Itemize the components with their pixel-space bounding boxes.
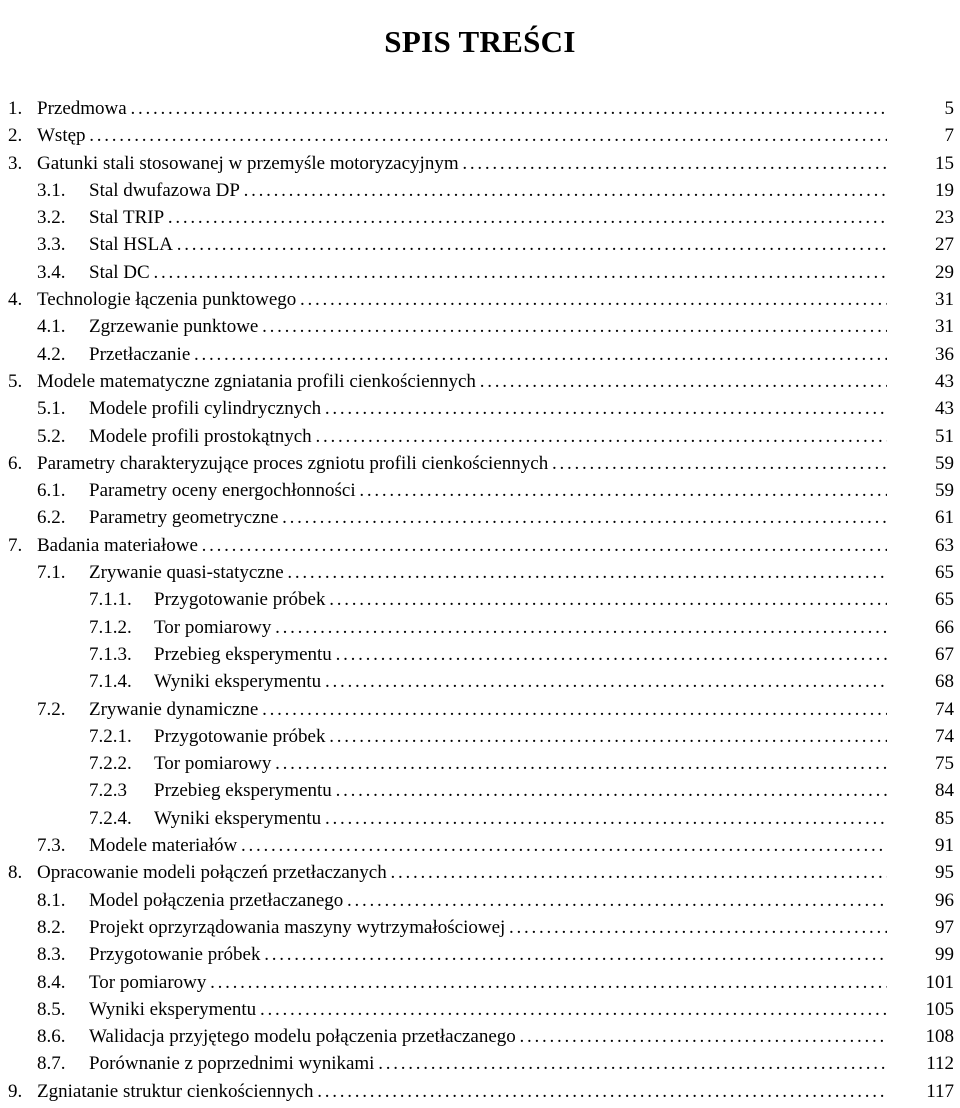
toc-entry-title: Wstęp . . . <box>37 122 887 149</box>
toc-entry <box>0 723 960 750</box>
toc-entry-page-number: 101 <box>925 971 954 993</box>
toc-entry-number: 5. <box>8 370 23 392</box>
toc-entry-number: 8.1. <box>37 889 66 911</box>
toc-entry-title: Stal HSLA . . . <box>89 231 887 258</box>
toc-entry-number: 7.2.1. <box>89 725 132 747</box>
toc-entry-page-number: 59 <box>935 480 954 502</box>
toc-entry-title: Przebieg eksperymentu . . . <box>154 777 887 804</box>
toc-entry-number: 8.3. <box>37 944 66 966</box>
toc-entry-page-number: 74 <box>935 698 954 720</box>
toc-entry-page-number: 7 <box>944 125 954 147</box>
toc-entry <box>0 832 960 859</box>
toc-entry <box>0 286 960 313</box>
toc-entry-number: 4.2. <box>37 343 66 365</box>
toc-entry-number: 6.1. <box>37 480 66 502</box>
toc-entry-page-number: 36 <box>935 343 954 365</box>
toc-entry <box>0 122 960 149</box>
toc-entry-number: 7.2. <box>37 698 66 720</box>
toc-entry-title: Przygotowanie próbek . . . <box>154 723 887 750</box>
toc-entry-page-number: 61 <box>935 507 954 529</box>
toc-entry <box>0 368 960 395</box>
toc-entry-title: Modele matematyczne zgniatania profili cienkościennych . . . <box>37 368 887 395</box>
toc-entry-number: 6.2. <box>37 507 66 529</box>
toc-entry-page-number: 59 <box>935 452 954 474</box>
toc-entry-number: 5.1. <box>37 398 66 420</box>
toc-entry <box>0 941 960 968</box>
toc-entry-page-number: 66 <box>935 616 954 638</box>
toc-entry <box>0 887 960 914</box>
toc-entry-title: Parametry geometryczne . . . <box>89 504 887 531</box>
toc-entry-title: Model połączenia przetłaczanego . . . <box>89 887 887 914</box>
toc-entry <box>0 177 960 204</box>
toc-entry <box>0 777 960 804</box>
toc-entry-number: 3.1. <box>37 179 66 201</box>
toc-entry-page-number: 23 <box>935 207 954 229</box>
toc-entry-title: Porównanie z poprzednimi wynikami . . . <box>89 1050 887 1077</box>
toc-entry-title: Technologie łączenia punktowego . . . <box>37 286 887 313</box>
toc-entry-number: 3. <box>8 152 23 174</box>
toc-entry-number: 8.2. <box>37 916 66 938</box>
toc-entry-page-number: 84 <box>935 780 954 802</box>
toc-entry-title: Parametry charakteryzujące proces zgniotu profili cienkościennych . . . <box>37 450 887 477</box>
toc-entry-title: Modele profili prostokątnych . . . <box>89 423 887 450</box>
toc-entry-title: Parametry oceny energochłonności . . . <box>89 477 887 504</box>
toc-entry-page-number: 112 <box>926 1053 954 1075</box>
toc-entry-number: 7. <box>8 534 23 556</box>
toc-entry-page-number: 5 <box>944 98 954 119</box>
toc-entry <box>0 313 960 340</box>
toc-entry-title: Modele profili cylindrycznych . . . <box>89 395 887 422</box>
toc-entry <box>0 450 960 477</box>
toc-entry-page-number: 99 <box>935 944 954 966</box>
toc-entry-page-number: 29 <box>935 261 954 283</box>
toc-entry <box>0 504 960 531</box>
toc-entry-page-number: 31 <box>935 316 954 338</box>
toc-entry-page-number: 43 <box>935 370 954 392</box>
toc-entry-number: 4.1. <box>37 316 66 338</box>
toc-entry-number: 7.1. <box>37 562 66 584</box>
toc-entry-page-number: 65 <box>935 589 954 611</box>
toc-entry-title: Przygotowanie próbek . . . <box>154 586 887 613</box>
toc-entry-title: Badania materiałowe . . . <box>37 532 887 559</box>
toc-entry-title: Przetłaczanie . . . <box>89 341 887 368</box>
toc-entry-number: 6. <box>8 452 23 474</box>
toc-entry <box>0 559 960 586</box>
toc-entry-number: 7.3. <box>37 835 66 857</box>
toc-entry <box>0 996 960 1023</box>
toc-entry-page-number: 67 <box>935 643 954 665</box>
toc-entry-number: 3.2. <box>37 207 66 229</box>
toc-entry-title: Stal dwufazowa DP . . . <box>89 177 887 204</box>
toc-entry <box>0 696 960 723</box>
toc-entry-page-number: 65 <box>935 562 954 584</box>
toc-entry-number: 9. <box>8 1080 23 1102</box>
toc-entry <box>0 859 960 886</box>
toc-entry-page-number: 96 <box>935 889 954 911</box>
toc-entry-page-number: 91 <box>935 835 954 857</box>
toc-entry-number: 8.7. <box>37 1053 66 1075</box>
toc-entry-page-number: 19 <box>935 179 954 201</box>
toc-entry-title: Stal TRIP . . . <box>89 204 887 231</box>
toc-entry <box>0 477 960 504</box>
table-of-contents <box>0 95 960 1105</box>
toc-entry-title: Przedmowa . . . <box>37 95 887 122</box>
toc-entry-page-number: 85 <box>935 807 954 829</box>
toc-entry-number: 2. <box>8 125 23 147</box>
toc-entry-page-number: 105 <box>925 998 954 1020</box>
toc-entry <box>0 150 960 177</box>
toc-entry-number: 3.4. <box>37 261 66 283</box>
toc-entry-page-number: 95 <box>935 862 954 884</box>
toc-entry <box>0 395 960 422</box>
toc-entry <box>0 750 960 777</box>
toc-entry <box>0 341 960 368</box>
toc-entry <box>0 259 960 286</box>
toc-entry <box>0 641 960 668</box>
toc-entry <box>0 95 960 122</box>
toc-entry-title: Opracowanie modeli połączeń przetłaczanych . . . <box>37 859 887 886</box>
toc-entry-number: 7.2.4. <box>89 807 132 829</box>
toc-entry <box>0 204 960 231</box>
toc-entry-title: Przebieg eksperymentu . . . <box>154 641 887 668</box>
toc-entry-page-number: 75 <box>935 753 954 775</box>
toc-entry-page-number: 117 <box>926 1080 954 1102</box>
toc-entry-page-number: 51 <box>935 425 954 447</box>
toc-entry-number: 1. <box>8 98 23 119</box>
toc-entry-title: Zgniatanie struktur cienkościennych . . . <box>37 1078 887 1105</box>
toc-entry-title: Tor pomiarowy . . . <box>154 614 887 641</box>
toc-entry <box>0 914 960 941</box>
toc-entry <box>0 1050 960 1077</box>
toc-entry <box>0 668 960 695</box>
toc-entry <box>0 805 960 832</box>
toc-entry-number: 8.6. <box>37 1026 66 1048</box>
toc-entry-page-number: 74 <box>935 725 954 747</box>
toc-entry <box>0 423 960 450</box>
toc-entry-title: Walidacja przyjętego modelu połączenia przetłaczanego . . . <box>89 1023 887 1050</box>
toc-entry-number: 8. <box>8 862 23 884</box>
toc-entry <box>0 1078 960 1105</box>
toc-entry-page-number: 108 <box>925 1026 954 1048</box>
toc-entry-title: Wyniki eksperymentu . . . <box>154 805 887 832</box>
toc-entry <box>0 532 960 559</box>
toc-entry-title: Gatunki stali stosowanej w przemyśle motoryzacyjnym . . . <box>37 150 887 177</box>
toc-entry-page-number: 97 <box>935 916 954 938</box>
toc-entry-title: Tor pomiarowy . . . <box>89 969 887 996</box>
toc-entry-number: 5.2. <box>37 425 66 447</box>
toc-entry <box>0 231 960 258</box>
toc-entry-number: 8.5. <box>37 998 66 1020</box>
toc-entry <box>0 586 960 613</box>
toc-entry-title: Modele materiałów . . . <box>89 832 887 859</box>
toc-entry-page-number: 43 <box>935 398 954 420</box>
toc-entry-number: 7.1.4. <box>89 671 132 693</box>
toc-entry-title: Zrywanie quasi-statyczne . . . <box>89 559 887 586</box>
toc-entry-page-number: 15 <box>935 152 954 174</box>
toc-entry-number: 4. <box>8 289 23 311</box>
toc-entry-number: 8.4. <box>37 971 66 993</box>
toc-entry <box>0 969 960 996</box>
toc-entry-number: 7.2.3 <box>89 780 127 802</box>
toc-entry-number: 7.2.2. <box>89 753 132 775</box>
toc-entry-title: Tor pomiarowy . . . <box>154 750 887 777</box>
toc-entry-title: Stal DC . . . <box>89 259 887 286</box>
toc-entry-title: Zrywanie dynamiczne . . . <box>89 696 887 723</box>
toc-entry-title: Wyniki eksperymentu . . . <box>154 668 887 695</box>
toc-entry-number: 7.1.3. <box>89 643 132 665</box>
toc-entry <box>0 1023 960 1050</box>
toc-entry-title: Przygotowanie próbek . . . <box>89 941 887 968</box>
toc-entry-number: 7.1.1. <box>89 589 132 611</box>
toc-entry-title: Projekt oprzyrządowania maszyny wytrzymałościowej . . . <box>89 914 887 941</box>
page-title: SPIS TREŚCI <box>384 23 576 59</box>
toc-entry-title: Zgrzewanie punktowe . . . <box>89 313 887 340</box>
toc-entry-number: 3.3. <box>37 234 66 256</box>
toc-entry <box>0 614 960 641</box>
toc-entry-title: Wyniki eksperymentu . . . <box>89 996 887 1023</box>
toc-entry-page-number: 63 <box>935 534 954 556</box>
toc-entry-page-number: 27 <box>935 234 954 256</box>
toc-entry-number: 7.1.2. <box>89 616 132 638</box>
toc-entry-page-number: 68 <box>935 671 954 693</box>
toc-entry-page-number: 31 <box>935 289 954 311</box>
